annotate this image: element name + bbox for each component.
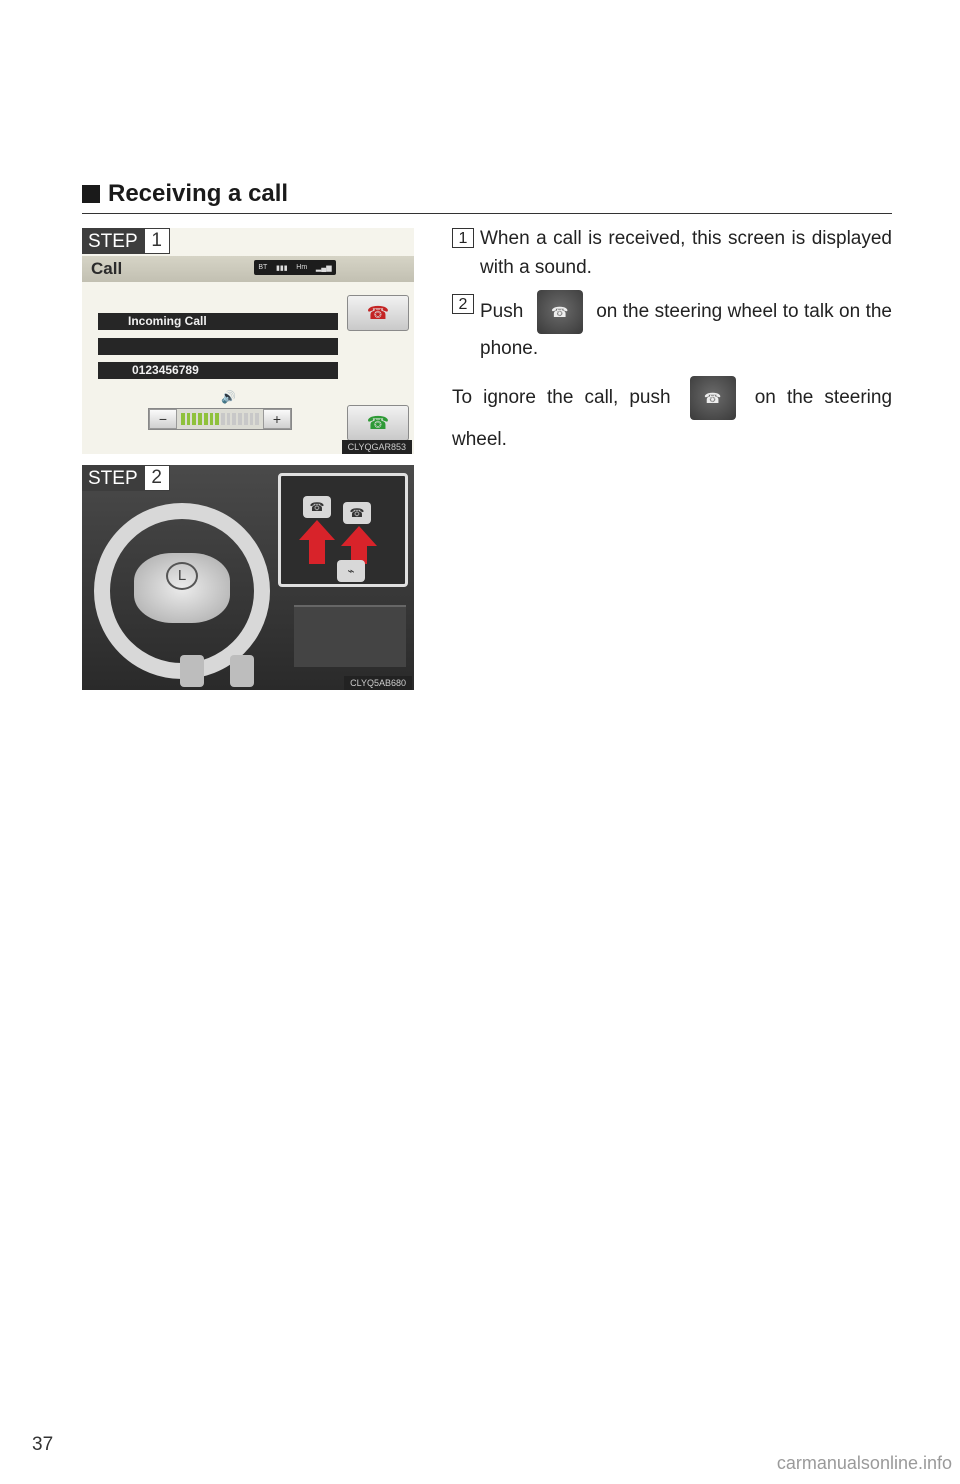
end-call-button[interactable] (347, 295, 409, 331)
step-text (480, 290, 892, 363)
volume-slider[interactable] (148, 408, 292, 430)
figure-code: CLYQ5AB680 (344, 676, 412, 690)
step-text-before: Push (480, 301, 524, 323)
speaker-icon: 🔊 (221, 390, 236, 404)
screen-title: Call (91, 259, 123, 278)
volume-segment (238, 413, 242, 425)
volume-up-button[interactable]: + (263, 409, 291, 429)
volume-segment (198, 413, 202, 425)
step-label: STEP (82, 465, 144, 491)
step-number: 2 (144, 465, 170, 491)
step-badge-2 (82, 465, 170, 491)
answer-call-icon: ☎ (366, 412, 390, 433)
volume-segment (255, 413, 259, 425)
step-number: 1 (144, 228, 170, 254)
answer-call-button[interactable] (347, 405, 409, 441)
volume-segment (215, 413, 219, 425)
note-text-after: on the steering wheel. (452, 387, 893, 450)
volume-segment (244, 413, 248, 425)
step-badge-1 (82, 228, 170, 254)
figure-incoming-call-screen (82, 228, 414, 454)
on-hook-switch-icon: ☎ (343, 502, 371, 524)
figure-code: CLYQGAR853 (342, 440, 412, 454)
step-number-box: 2 (452, 294, 474, 314)
volume-segment (192, 413, 196, 425)
figure-steering-wheel (82, 465, 414, 690)
step-label: STEP (82, 228, 144, 254)
volume-down-button[interactable]: − (149, 409, 177, 429)
volume-segment (204, 413, 208, 425)
heading-rule (82, 213, 892, 214)
step-item-2 (452, 290, 892, 363)
volume-segment (210, 413, 214, 425)
volume-track[interactable] (181, 413, 259, 425)
watermark: carmanualsonline.info (776, 1453, 952, 1473)
end-call-icon: ☎ (366, 302, 390, 323)
battery-icon: ▮▮▮ (276, 264, 288, 272)
bluetooth-status: BT (258, 264, 268, 271)
caller-name-bar (98, 338, 338, 355)
screen-title-bar (82, 256, 414, 282)
section-heading (82, 180, 892, 208)
step-number-box: 1 (452, 228, 474, 248)
volume-segment (181, 413, 185, 425)
heading-square-bullet (82, 185, 100, 203)
incoming-call-bar: Incoming Call (98, 313, 338, 330)
on-hook-switch-icon: ☎ (690, 376, 736, 420)
off-hook-switch-icon: ☎ (537, 290, 583, 334)
pedal (230, 655, 254, 687)
status-indicators (254, 260, 336, 275)
volume-segment (250, 413, 254, 425)
volume-segment (227, 413, 231, 425)
volume-segment (221, 413, 225, 425)
step-text: When a call is received, this screen is displayed with a sound. (480, 228, 892, 278)
note-text-before: To ignore the call, push (452, 387, 671, 409)
page-number: 37 (32, 1434, 54, 1455)
talk-switch-icon: ⌁ (337, 560, 365, 582)
ignore-call-note (452, 376, 892, 460)
caller-number-bar: 0123456789 (98, 362, 338, 379)
lexus-logo-icon: L (166, 562, 198, 590)
center-console (294, 605, 406, 667)
signal-icon: ▂▄▆ (315, 264, 332, 272)
volume-segment (232, 413, 236, 425)
step-item-1 (452, 224, 892, 282)
section-title: Receiving a call (108, 180, 289, 207)
volume-segment (187, 413, 191, 425)
hm-status: Hm (296, 264, 308, 271)
arrow-up-icon (297, 516, 387, 566)
step-text-after: on the steering wheel to talk on the phone. (480, 301, 892, 359)
switch-zoom-inset (278, 473, 408, 587)
off-hook-switch-icon: ☎ (303, 496, 331, 518)
pedal (180, 655, 204, 687)
